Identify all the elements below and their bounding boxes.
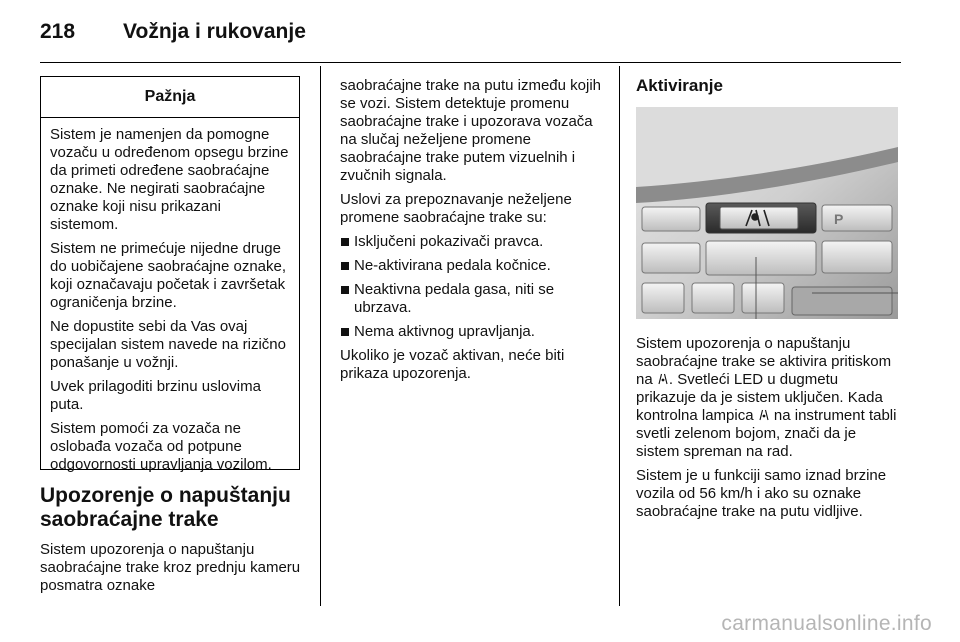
chapter-title: Vožnja i rukovanje	[123, 20, 306, 43]
column-2	[340, 77, 602, 389]
section-intro-block	[40, 541, 310, 601]
section-intro: Sistem upozorenja o napuštanju saobraćajne trake kroz prednju kameru posmatra oznake	[40, 541, 301, 594]
text-span: Sistem upozorenja o napuštanju saobraćajne trake se aktivira pritiskom na	[636, 335, 892, 388]
caution-paragraph: Ne dopustite sebi da Vas ovaj specijalan sistem navede na rizično ponašanje u vožnji.	[50, 318, 286, 371]
activation-text	[636, 335, 902, 527]
list-item: Nema aktivnog upravljanja.	[340, 323, 602, 341]
conditions-list	[340, 233, 602, 341]
caution-body	[41, 118, 299, 474]
lane-departure-icon	[658, 373, 668, 385]
page-number: 218	[40, 20, 76, 43]
body-paragraph: Uslovi za prepoznavanje neželjene promene saobraćajne trake su:	[340, 191, 572, 226]
body-paragraph: saobraćajne trake na putu između kojih se vozi. Sistem detektuje promenu saobraćajne trake i upozorava vozača na slučaj neželjene promene saobraćajne trake putem vizuelnih i zvučnih signala.	[340, 77, 601, 184]
caution-paragraph: Uvek prilagoditi brzinu uslovima puta.	[50, 378, 261, 413]
list-item: Ne-aktivirana pedala kočnice.	[340, 257, 602, 275]
park-button-label: P	[834, 211, 844, 227]
caution-paragraph: Sistem je namenjen da pomogne vozaču u određenom opsegu brzine da primeti određene saobraćajne oznake. Ne negirati saobraćajne oznake koji nisu prikazani sistemom.	[50, 126, 289, 233]
caution-title: Pažnja	[41, 77, 299, 118]
caution-paragraph: Sistem pomoći za vozača ne oslobađa vozača od potpune odgovornosti upravljanja vozilom.	[50, 420, 272, 473]
watermark: carmanualsonline.info	[721, 612, 932, 635]
body-paragraph	[636, 335, 902, 461]
body-paragraph: Sistem je u funkciji samo iznad brzine vozila od 56 km/h i ako su oznake saobraćajne trake na putu vidljive.	[636, 467, 887, 520]
column-divider	[619, 66, 620, 606]
section-title: Upozorenje o napuštanju saobraćajne trake	[40, 484, 291, 531]
lane-departure-icon	[759, 409, 769, 421]
list-item: Isključeni pokazivači pravca.	[340, 233, 602, 251]
text-span: . Svetleći LED u dugmetu prikazuje da je sistem uključen. Kada kontrolna lampica	[636, 371, 883, 424]
column-divider	[320, 66, 321, 606]
text-span: na instrument tabli svetli zelenom bojom, znači da je sistem spreman na rad.	[636, 407, 897, 460]
body-paragraph: Ukoliko je vozač aktivan, neće biti prikaza upozorenja.	[340, 347, 565, 382]
console-photo	[636, 107, 898, 319]
header-rule	[40, 62, 901, 63]
caution-box	[40, 76, 300, 473]
list-item: Neaktivna pedala gasa, niti se ubrzava.	[340, 281, 602, 317]
page-header	[40, 20, 306, 50]
subheading-activation: Aktiviranje	[636, 76, 723, 95]
caution-paragraph: Sistem ne primećuje nijedne druge do uobičajene saobraćajne oznake, koji označavaju početak i završetak ograničenja brzine.	[50, 240, 287, 311]
console-buttons-illustration	[636, 107, 898, 319]
